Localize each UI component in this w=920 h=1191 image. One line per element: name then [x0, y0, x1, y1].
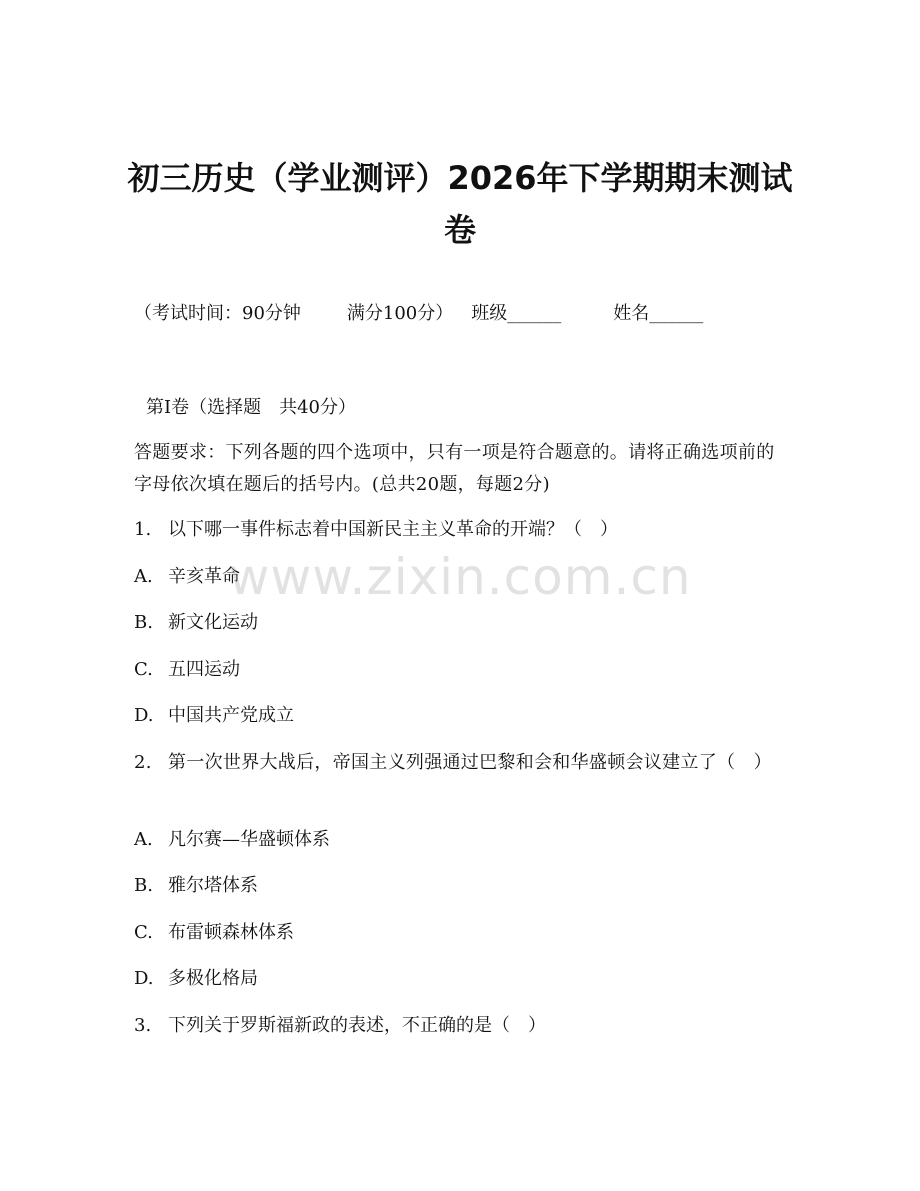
exam-time: （考试时间：90分钟 — [134, 303, 301, 324]
option-letter: A. — [134, 566, 153, 587]
question-2-option-d — [134, 963, 258, 995]
question-2-option-b — [134, 870, 258, 902]
option-text: 多极化格局 — [168, 968, 258, 989]
option-text: 五四运动 — [168, 659, 240, 680]
option-text: 新文化运动 — [168, 612, 258, 633]
exam-full-score: 满分100分） — [346, 303, 454, 324]
question-3 — [134, 1010, 546, 1042]
question-number: 3. — [134, 1015, 152, 1036]
question-1-option-c — [134, 654, 240, 686]
question-text: 下列关于罗斯福新政的表述，不正确的是（ ） — [168, 1015, 546, 1036]
name-field-label: 姓名______ — [613, 303, 704, 324]
section-instructions: 答题要求：下列各题的四个选项中，只有一项是符合题意的。请将正确选项前的字母依次填在题后的括号内。(总共20题，每题2分) — [134, 442, 775, 495]
section-heading: 第Ⅰ卷（选择题 共40分） — [146, 397, 357, 418]
option-text: 中国共产党成立 — [168, 705, 294, 726]
question-text: 第一次世界大战后，帝国主义列强通过巴黎和会和华盛顿会议建立了（ ） — [168, 752, 772, 773]
option-letter: D. — [134, 968, 154, 989]
document-title: 初三历史（学业测评）2026年下学期期末测试卷 — [127, 159, 793, 249]
watermark: www.zixin.com.cn — [228, 548, 692, 606]
question-1-option-d — [134, 700, 294, 732]
class-field-label: 班级______ — [471, 303, 562, 324]
question-2-option-c — [134, 917, 294, 949]
question-2-option-a — [134, 824, 330, 856]
option-text: 辛亥革命 — [168, 566, 240, 587]
option-letter: C. — [134, 922, 153, 943]
option-letter: D. — [134, 705, 154, 726]
question-1-option-a — [134, 561, 240, 593]
question-number: 1. — [134, 519, 152, 540]
option-letter: A. — [134, 829, 153, 850]
option-text: 布雷顿森林体系 — [168, 922, 294, 943]
question-1-option-b — [134, 607, 258, 639]
option-text: 凡尔赛—华盛顿体系 — [168, 829, 330, 850]
option-letter: B. — [134, 612, 153, 633]
option-text: 雅尔塔体系 — [168, 875, 258, 896]
option-letter: B. — [134, 875, 153, 896]
exam-info — [134, 300, 703, 328]
question-2 — [134, 747, 779, 779]
option-letter: C. — [134, 659, 153, 680]
question-number: 2. — [134, 752, 152, 773]
question-1 — [134, 514, 618, 546]
question-text: 以下哪一事件标志着中国新民主主义革命的开端？（ ） — [168, 519, 618, 540]
